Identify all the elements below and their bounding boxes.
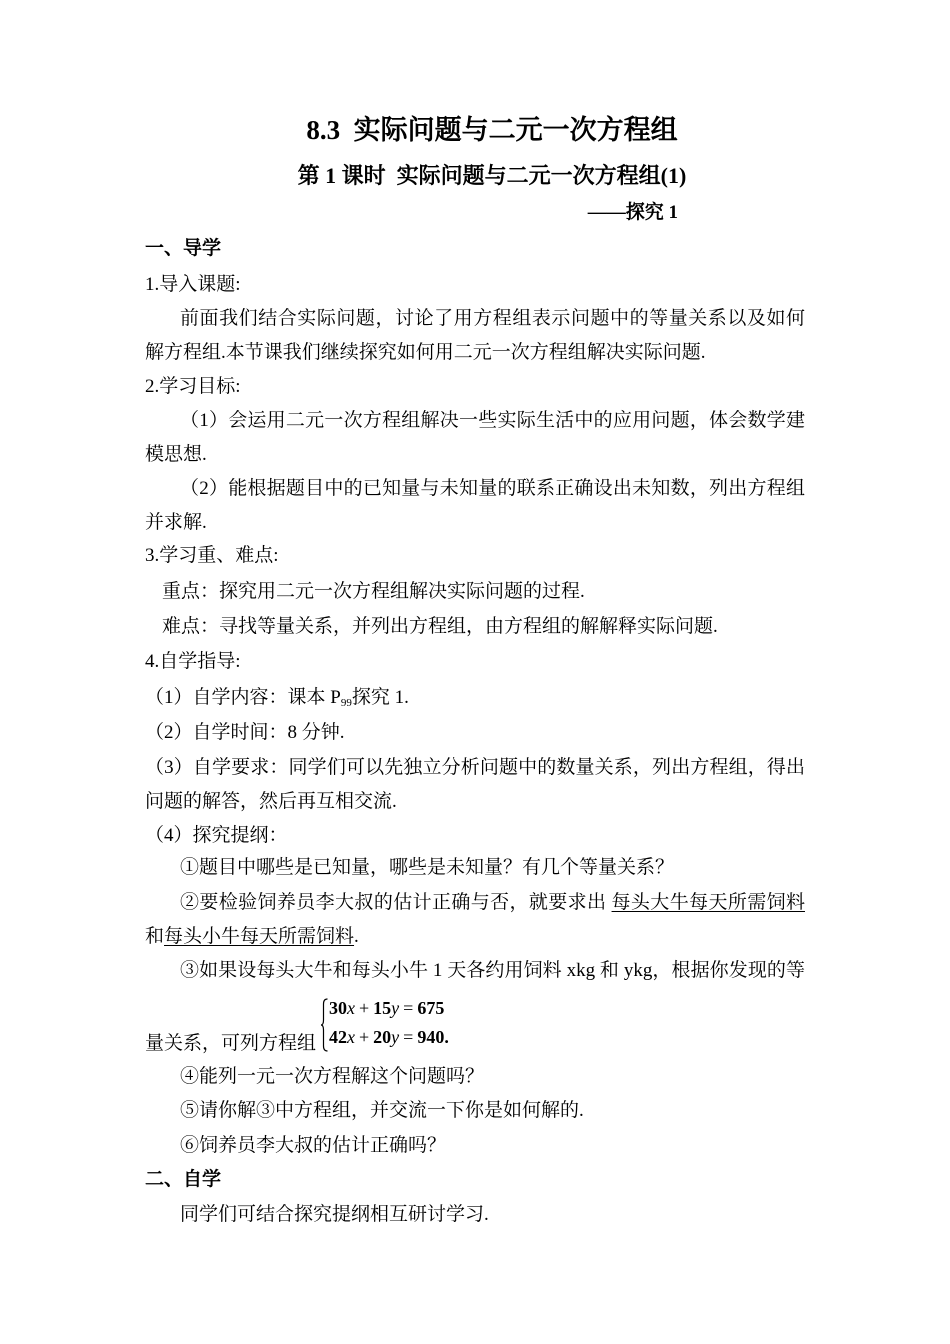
outline-question-4: ④能列一元一次方程解这个问题吗？ (180, 1066, 485, 1087)
equals-sign: = (403, 998, 414, 1018)
page-number: 99 (340, 697, 352, 709)
underlined-answer: 每头大牛每天所需饲料 (611, 892, 805, 913)
variable-y: y (391, 998, 400, 1018)
self-study-requirement-line: （3）自学要求：同学们可以先独立分析问题中的数量关系，列出方程组，得出 (145, 757, 805, 778)
operator: + (359, 1027, 370, 1047)
self-study-instruction: 同学们可结合探究提纲相互研讨学习. (180, 1204, 489, 1225)
goal-item-line: （1）会运用二元一次方程组解决一些实际生活中的应用问题，体会数学建 (180, 410, 805, 431)
variable-y: y (391, 1027, 400, 1047)
outline-question-6: ⑥饲养员李大叔的估计正确吗？ (180, 1135, 447, 1156)
intro-paragraph-line: 前面我们结合实际问题，讨论了用方程组表示问题中的等量关系以及如何 (180, 308, 805, 329)
question-text: ②要检验饲养员李大叔的估计正确与否，就要求出 (180, 892, 612, 913)
outline-label: （4）探究提纲： (145, 825, 288, 846)
difficult-point: 难点：寻找等量关系，并列出方程组，由方程组的解解释实际问题. (162, 616, 718, 637)
goal-item-line: （2）能根据题目中的已知量与未知量的联系正确设出未知数，列出方程组 (180, 478, 805, 499)
left-brace-icon (320, 998, 329, 1052)
subsection-label-goals: 2.学习目标: (145, 376, 241, 397)
outline-question-3-cont: 量关系，可列方程组 (145, 1033, 317, 1054)
subsection-label-key-points: 3.学习重、难点: (145, 545, 279, 566)
self-study-requirement-line: 问题的解答，然后再互相交流. (145, 791, 397, 812)
intro-paragraph-line: 解方程组.本节课我们继续探究如何用二元一次方程组解决实际问题. (145, 342, 706, 363)
equals-sign: = (403, 1027, 414, 1047)
operator: + (359, 998, 370, 1018)
content-prefix: （1）自学内容：课本 P (145, 687, 341, 708)
underlined-answer: 每头小牛每天所需饲料 (164, 926, 355, 947)
outline-question-5: ⑤请你解③中方程组，并交流一下你是如何解的. (180, 1100, 584, 1121)
coefficient: 30 (329, 998, 347, 1018)
subsection-label-intro: 1.导入课题: (145, 274, 241, 295)
section-heading-self-study: 二、自学 (145, 1169, 222, 1190)
goal-item-line: 并求解. (145, 512, 207, 533)
content-suffix: 探究 1. (351, 687, 409, 708)
goal-item-line: 模思想. (145, 444, 207, 465)
question-text: 和 (145, 926, 165, 947)
question-text: . (354, 926, 359, 947)
coefficient: 42 (329, 1027, 347, 1047)
coefficient: 15 (373, 998, 392, 1018)
subsection-label-self-study: 4.自学指导: (145, 651, 241, 672)
lesson-subtitle: 第 1 课时 实际问题与二元一次方程组(1) (297, 163, 687, 188)
variable-x: x (347, 998, 355, 1018)
self-study-content (145, 681, 805, 715)
outline-question-3: ③如果设每头大牛和每头小牛 1 天各约用饲料 xkg 和 ykg，根据你发现的等 (180, 960, 805, 981)
equation-1 (329, 994, 444, 1022)
constant: 940. (417, 1027, 449, 1047)
variable-x: x (347, 1027, 355, 1047)
outline-question-2-cont (145, 920, 805, 954)
section-heading-guide: 一、导学 (145, 238, 222, 259)
outline-question-2 (145, 886, 805, 920)
page-title: 8.3 实际问题与二元一次方程组 (306, 115, 678, 145)
lesson-tag: ——探究 1 (587, 202, 678, 223)
self-study-time: （2）自学时间：8 分钟. (145, 722, 345, 743)
coefficient: 20 (373, 1027, 392, 1047)
equation-2 (329, 1023, 449, 1051)
constant: 675 (417, 998, 445, 1018)
equation-system (320, 996, 480, 1052)
key-point: 重点：探究用二元一次方程组解决实际问题的过程. (162, 581, 585, 602)
outline-question-1: ①题目中哪些是已知量，哪些是未知量？有几个等量关系？ (180, 857, 675, 878)
